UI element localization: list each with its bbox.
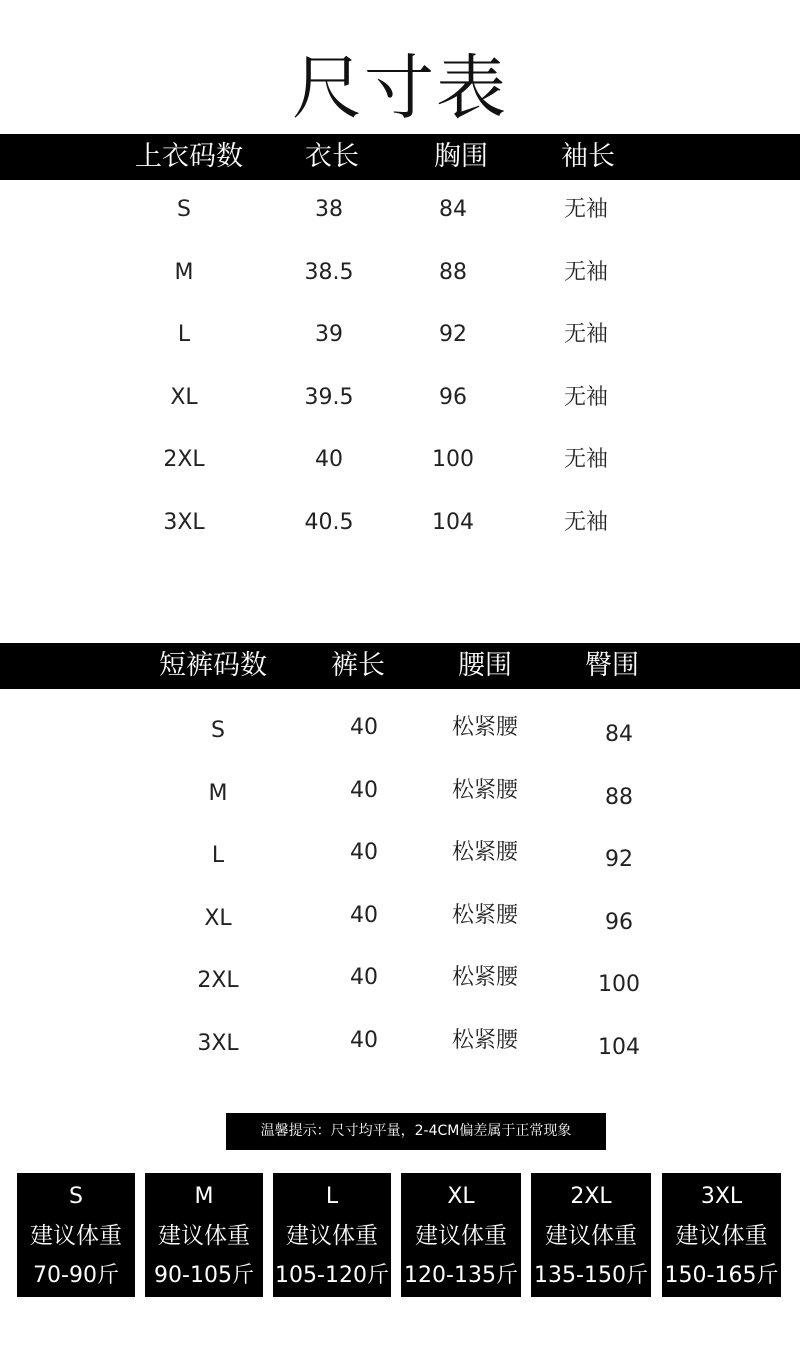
weight-box-label: 建议体重 xyxy=(675,1223,768,1249)
top-cell-size: XL xyxy=(170,385,198,410)
weight-box-size: 2XL xyxy=(570,1184,612,1209)
top-header-length: 衣长 xyxy=(305,141,359,172)
top-cell-chest: 104 xyxy=(432,510,474,535)
shorts-cell-hip: 88 xyxy=(605,785,633,810)
shorts-cell-length: 40 xyxy=(350,903,378,928)
weight-box-label: 建议体重 xyxy=(415,1223,507,1249)
top-cell-length: 40 xyxy=(315,447,343,472)
top-table-header xyxy=(0,134,800,180)
top-cell-sleeve: 无袖 xyxy=(563,447,609,472)
shorts-table-header xyxy=(0,643,800,689)
shorts-cell-size: L xyxy=(211,843,225,868)
weight-box-weight: 120-135斤 xyxy=(404,1263,518,1288)
shorts-cell-hip: 84 xyxy=(605,722,633,747)
weight-box-s xyxy=(17,1173,135,1297)
top-cell-size: M xyxy=(174,260,194,285)
shorts-header-length: 裤长 xyxy=(331,650,385,681)
weight-box-2xl xyxy=(531,1173,651,1297)
top-header-sleeve: 袖长 xyxy=(561,141,615,172)
measurement-tip: 温馨提示：尺寸均平量，2-4CM偏差属于正常现象 xyxy=(226,1113,606,1150)
shorts-cell-size: S xyxy=(211,718,225,743)
shorts-cell-size: M xyxy=(208,781,228,806)
top-cell-length: 39.5 xyxy=(304,385,354,410)
shorts-cell-size: 3XL xyxy=(197,1031,239,1056)
shorts-cell-waist: 松紧腰 xyxy=(451,840,519,865)
shorts-header-size: 短裤码数 xyxy=(159,650,267,681)
top-cell-sleeve: 无袖 xyxy=(563,385,609,410)
top-cell-chest: 100 xyxy=(432,447,474,472)
top-cell-chest: 96 xyxy=(439,385,467,410)
top-cell-sleeve: 无袖 xyxy=(563,322,609,347)
shorts-cell-hip: 96 xyxy=(605,910,633,935)
top-cell-length: 38 xyxy=(315,197,343,222)
top-cell-sleeve: 无袖 xyxy=(563,510,609,535)
weight-box-label: 建议体重 xyxy=(30,1223,122,1249)
weight-box-label: 建议体重 xyxy=(158,1223,250,1249)
weight-box-3xl xyxy=(662,1173,781,1297)
shorts-cell-length: 40 xyxy=(350,778,378,803)
weight-box-xl xyxy=(401,1173,521,1297)
weight-box-size: S xyxy=(69,1184,83,1209)
shorts-header-hip: 臀围 xyxy=(585,650,639,681)
shorts-cell-hip: 104 xyxy=(598,1035,640,1060)
shorts-cell-length: 40 xyxy=(350,965,378,990)
weight-box-weight: 135-150斤 xyxy=(534,1263,648,1288)
top-cell-sleeve: 无袖 xyxy=(563,197,609,222)
weight-box-size: M xyxy=(194,1184,214,1209)
weight-box-l xyxy=(273,1173,391,1297)
weight-box-weight: 105-120斤 xyxy=(275,1263,389,1288)
shorts-cell-size: 2XL xyxy=(197,968,239,993)
shorts-cell-waist: 松紧腰 xyxy=(451,715,519,740)
page-title: 尺寸表 xyxy=(292,47,508,129)
shorts-cell-waist: 松紧腰 xyxy=(451,903,519,928)
top-header-size: 上衣码数 xyxy=(135,141,243,172)
weight-box-size: L xyxy=(325,1184,339,1209)
top-cell-length: 38.5 xyxy=(304,260,354,285)
shorts-cell-waist: 松紧腰 xyxy=(451,965,519,990)
top-cell-length: 40.5 xyxy=(304,510,354,535)
top-cell-size: 3XL xyxy=(163,510,205,535)
shorts-cell-hip: 100 xyxy=(598,972,640,997)
top-cell-chest: 84 xyxy=(439,197,467,222)
weight-box-label: 建议体重 xyxy=(286,1223,378,1249)
shorts-cell-hip: 92 xyxy=(605,847,633,872)
weight-box-weight: 70-90斤 xyxy=(33,1263,119,1288)
shorts-cell-length: 40 xyxy=(350,1028,378,1053)
weight-box-m xyxy=(145,1173,263,1297)
top-cell-sleeve: 无袖 xyxy=(563,260,609,285)
weight-box-label: 建议体重 xyxy=(545,1223,637,1249)
top-cell-size: S xyxy=(177,197,191,222)
top-cell-size: 2XL xyxy=(163,447,205,472)
weight-box-weight: 150-165斤 xyxy=(664,1263,779,1288)
weight-box-size: 3XL xyxy=(700,1184,743,1209)
shorts-cell-waist: 松紧腰 xyxy=(451,1028,519,1053)
shorts-cell-length: 40 xyxy=(350,840,378,865)
top-cell-chest: 92 xyxy=(439,322,467,347)
top-cell-chest: 88 xyxy=(439,260,467,285)
shorts-cell-length: 40 xyxy=(350,715,378,740)
shorts-cell-waist: 松紧腰 xyxy=(451,778,519,803)
weight-box-weight: 90-105斤 xyxy=(154,1263,254,1288)
top-cell-size: L xyxy=(177,322,191,347)
top-cell-length: 39 xyxy=(315,322,343,347)
shorts-cell-size: XL xyxy=(204,906,232,931)
top-header-chest: 胸围 xyxy=(434,141,488,172)
shorts-header-waist: 腰围 xyxy=(458,650,512,681)
weight-box-size: XL xyxy=(447,1184,475,1209)
